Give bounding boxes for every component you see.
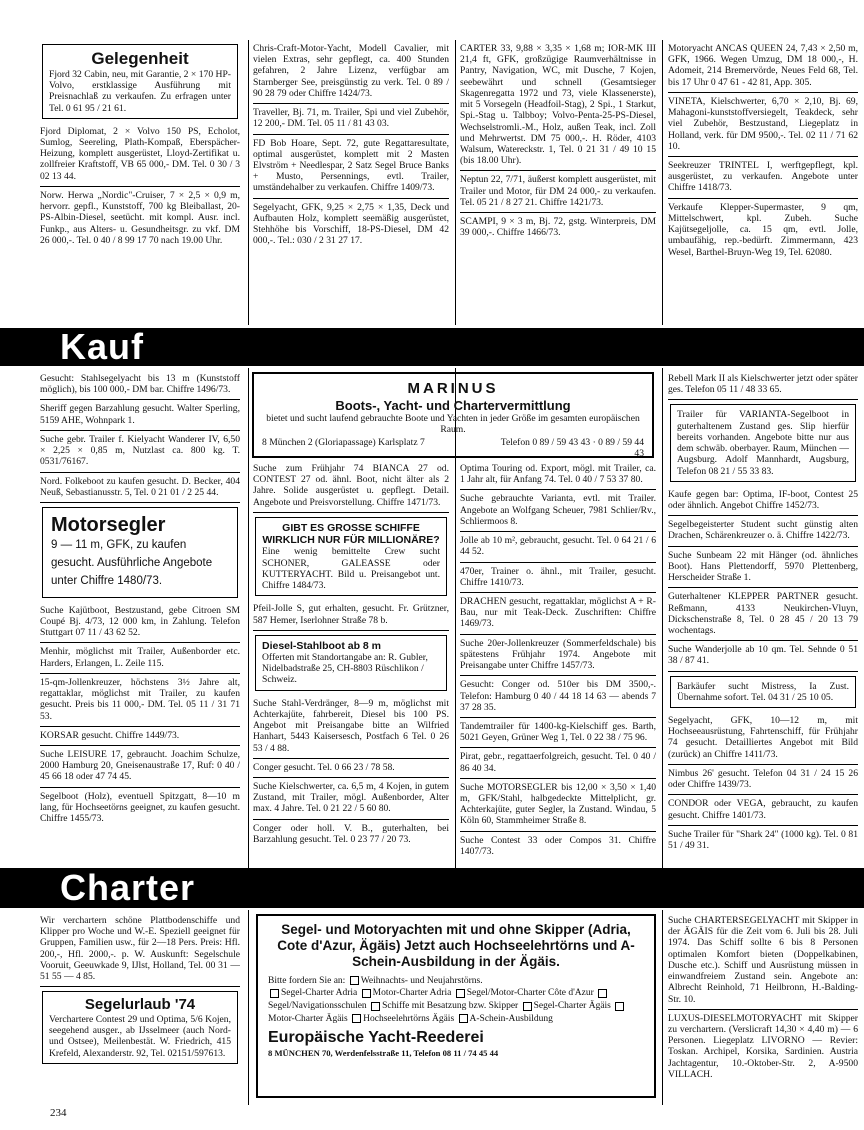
checkbox[interactable]: [598, 989, 607, 998]
schiffe-text: Eine wenig bemittelte Crew sucht SCHONER, GALEASSE oder KUTTERYACHT. Bild u. Preisangebot unt. Chiffre 1484/73.: [262, 546, 440, 592]
classified-ad: Verkaufe Klepper-Supermaster, 9 qm, Mittelschwert, kpl. Zubeh. Suche Kajütsegeljolle, ca. 15 qm, evtl. Jolle, umbaufähig, rep.-bedürft. Zimmermann, 423 Wesel, Barthel-Bruyn-Weg 19, Tel. 62080.: [668, 201, 858, 258]
reederei-title: Segel- und Motoryachten mit und ohne Skipper (Adria, Cote d'Azur, Ägäis) Jetzt auch Hochseelehrtörns und A-Schein-Ausbildung in der Ägäis.: [277, 922, 635, 970]
checkbox[interactable]: [523, 1002, 532, 1011]
checkbox[interactable]: [459, 1014, 468, 1023]
classified-ad: Wir verchartern schöne Plattbodenschiffe und Klipper pro Woche und W.-E. Speziell geeignet für Gruppen, Familien usw., für 2—18 Pers. Preis: Hfl. 200,-, Hfl. 2000,-. p. W. Auskunft: Segelschule Vooruit, Geeuwkade 9, IJlst, Holland, Tel. 00 31 — 51 55 — 4 85.: [40, 912, 240, 987]
diesel-title: Diesel-Stahlboot ab 8 m: [262, 639, 382, 652]
classified-ad: Conger oder holl. V. B., guterhalten, bei Barzahlung gesucht. Tel. 0 23 77 / 20 73.: [253, 822, 449, 845]
classified-ad: Suche LEISURE 17, gebraucht. Joachim Schulze, 2000 Hamburg 20, Gneisenaustraße 17, Ruf: 0 40 / 45 66 18 oder 47 74 45.: [40, 746, 240, 788]
classified-ad: Gesucht: Conger od. 510er bis DM 3500,-. Telefon: Hamburg 0 40 / 44 18 14 63 — abends 7 37 28 35.: [460, 676, 656, 718]
section-title: Charter: [60, 867, 196, 908]
classified-ad: VINETA, Kielschwerter, 6,70 × 2,10, Bj. 69, Mahagoni-kunststoffversiegelt, Teakdeck, sehr viel Zubehör, Bestzustand, Liegeplatz in Holland, verk. für DM 9500,-. Tel. 02 11 / 71 62 10.: [668, 93, 858, 157]
classified-ad: Segelyacht, GFK, 10—12 m, mit Hochseeausrüstung, Fahrtenschiff, für Frühjahr 74 gesucht. Detailliertes Angebot mit Bild (zurück) an Chiffre 1411/73.: [668, 712, 858, 765]
checkbox[interactable]: [350, 976, 359, 985]
gelegenheit-text: Fjord 32 Cabin, neu, mit Garantie, 2 × 170 HP-Volvo, erstklassige Ausführung mit Preisnachlaß zu verkaufen. Zu erfragen unter Tel. 0 61 95 / 21 61.: [49, 68, 231, 114]
segelurlaub-text: Verchartere Contest 29 und Optima, 5/6 Kojen, seegehend ausger., ab IJsselmeer (auch Nord- und Ostsee), Meilenbestät. W. Friedrich, 415 Krefeld, Alexanderstr. 92, Tel. 02151/597613.: [49, 1013, 231, 1059]
classified-ad: Suche gebrauchte Varianta, evtl. mit Trailer. Angebote an Wolfgang Scheuer, 7981 Schlier/Rv., Schliermoos 8.: [460, 490, 656, 532]
kauf-column-4: [668, 370, 858, 868]
classified-ad: DRACHEN gesucht, regattaklar, möglichst A + R-Bau, nur mit Teak-Deck. Zuschriften: Chiffre 1469/73.: [460, 593, 656, 635]
classified-ad: Nimbus 26' gesucht. Telefon 04 31 / 24 15 26 oder Chiffre 1439/73.: [668, 765, 858, 795]
checkbox[interactable]: [371, 1002, 380, 1011]
reederei-name: Europäische Yacht-Reederei: [268, 1028, 484, 1046]
classified-ad: Motoryacht ANCAS QUEEN 24, 7,43 × 2,50 m, GFK, 1966. Wegen Umzug, DM 18 000,-, H. Adomeit, 214 Bremervörde, Neues Feld 68, Tel. bis 17 Uhr 0 47 61 - 42 81, App. 305.: [668, 40, 858, 93]
classified-ad: Suche gebr. Trailer f. Kielyacht Wanderer IV, 6,50 × 2,25 × 0,85 m, Nutzlast ca. 800 kg. T. 0531/76167.: [40, 431, 240, 473]
checkbox[interactable]: [615, 1002, 624, 1011]
checkbox[interactable]: [352, 1014, 361, 1023]
option-label: A-Schein-Ausbildung: [469, 1014, 553, 1024]
option-label: Motor-Charter Ägäis: [268, 1014, 348, 1024]
classified-ad: Suche Kielschwerter, ca. 6,5 m, 4 Kojen, in gutem Zustand, mit Trailer, mögl. Außenborder, Alter max. 4 Jahre. Tel. 0 21 22 / 5 60 80.: [253, 778, 449, 820]
kauf-column-1: [40, 370, 240, 868]
classified-ad: Norw. Herwa „Nordic"-Cruiser, 7 × 2,5 × 0,9 m, hervorr. gepfl., Kunststoff, 700 kg Bleiballast, 20-PS-Albin-Diesel, seetücht. mit kompl. Ausr. incl. Funkp., aus Alters- u. Gesundheitsgr. zu vkf. DM 26 000,-. Tel. 0 40 / 8 99 17 70 nach 19.00 Uhr.: [40, 189, 240, 246]
classified-ad: Segelboot (Holz), eventuell Spitzgatt, 8—10 m lang, für Hochseetörns geeignet, zu kaufen gesucht. Chiffre 1455/73.: [40, 790, 240, 825]
charter-column-1: [40, 912, 240, 1107]
classified-ad: Suche MOTORSEGLER bis 12,00 × 3,50 × 1,40 m, GFK/Stahl, halbgedeckte Mittelplicht, gr. Achterkajüte, guter Segler, la Zustand. Windau, 5 Köln 60, Stammheimer Straße 8.: [460, 779, 656, 832]
classified-ad: Suche Contest 33 oder Compos 31. Chiffre 1407/73.: [460, 834, 656, 857]
marinus-address: 8 München 2 (Gloriapassage) Karlsplatz 7: [262, 437, 425, 449]
reederei-intro: Bitte fordern Sie an:: [268, 975, 346, 986]
option-label: Segel/Navigationsschulen: [268, 1001, 367, 1012]
classified-ad: Kaufe gegen bar: Optima, IF-boot, Contest 25 oder ähnlich. Angebot Chiffre 1452/73.: [668, 486, 858, 516]
segelurlaub-ad: [42, 991, 238, 1063]
top-column-2: [253, 40, 449, 251]
mistress-ad: [670, 676, 856, 708]
classified-ad: Suche Trailer für "Shark 24" (1000 kg). Tel. 0 81 51 / 49 31.: [668, 828, 858, 851]
diesel-ad: [255, 635, 447, 691]
top-column-3: [460, 40, 656, 243]
classified-ad: Guterhaltener KLEPPER PARTNER gesucht. Reßmann, 4133 Neukirchen-Vluyn, Dickschenstraße 8, Tel. 0 28 45 / 20 13 79 wochentags.: [668, 588, 858, 641]
option-label: Weihnachts- und Neujahrstörns.: [360, 975, 483, 986]
classified-ad: Suche 20er-Jollenkreuzer (Sommerfeldschale) bis spätestens Frühjahr 1974. Angebote mit Preisangabe unter Chiffre 1457/73.: [460, 635, 656, 677]
section-header-kauf: [0, 328, 864, 366]
classified-ad: Pfeil-Jolle S, gut erhalten, gesucht. Fr. Grützner, 587 Hemer, Iserlohner Straße 78 b.: [253, 600, 449, 630]
motorsegler-text: 9 — 11 m, GFK, zu kaufen gesucht. Ausführliche Angebote unter Chiffre 1480/73.: [51, 539, 213, 587]
classified-ad: Suche Kajütboot, Bestzustand, gebe Citroen SM Coupé Bj. 4/73, 12 000 km, in Zahlung. Telefon Stuttgart 07 11 / 43 62 52.: [40, 602, 240, 644]
charter-column-4: [668, 912, 858, 1107]
marinus-name: MARINUS: [407, 380, 499, 397]
classified-ad: Suche Sunbeam 22 mit Hänger (od. ähnliches Boot). Hans Plettendorff, 5970 Plettenberg, Herscheider Straße 1.: [668, 547, 858, 589]
classified-ad: Conger gesucht. Tel. 0 66 23 / 78 58.: [253, 759, 449, 778]
mistress-text: Barkäufer sucht Mistress, Ia Zust. Übernahme sofort. Tel. 04 31 / 25 10 05.: [677, 680, 849, 703]
classified-ad: Segelbegeisterter Student sucht günstig alten Drachen, Schärenkreuzer o. ä. Chiffre 1422/73.: [668, 516, 858, 546]
option-label: Hochseelehrtörns Ägäis: [363, 1014, 455, 1024]
marinus-title: Boots-, Yacht- und Chartervermittlung: [335, 397, 571, 413]
top-column-1: [40, 40, 240, 250]
varianta-text: Trailer für VARIANTA-Segelboot in guterhaltenem Zustand ges. Slip hierfür bereits vorhanden. Angebote bitte nur aus dem schwäb. oberbayer. Raum, München — Augsburg. Adolf Mannhardt, Augsburg, Telefon 08 21 / 55 33 83.: [677, 409, 849, 477]
marinus-phone: Telefon 0 89 / 59 43 43 · 0 89 / 59 44 43: [500, 437, 644, 458]
classified-ad: CARTER 33, 9,88 × 3,35 × 1,68 m; IOR-MK III 21,4 ft, GFK, großzügige Raumverhältnisse in Pantry, Navigation, WC, mit Dusche, 7 Kojen, seebewährt und schnell (Gesamtsieger Skagenregatta 1972 und 73, viele Klassenerste), mit 5 Vorsegeln (Headfoil-Stag), 2 Spi., 1 Starkut, Spi.-Stag u. Talbboy; Volvo-Penta-25-PS-Diesel, Wechselstromli.-M., Holz, außen Teak, incl. Zoll und Mehrwertst. DM 75 000,-. H. Röder, 4103 Walsum, Watereckstr. 1, Tel. 0 21 31 / 49 10 15 (bis 18.00 Uhr).: [460, 40, 656, 171]
marinus-text: bietet und sucht laufend gebrauchte Boote und Yachten in jeder Größe im gesamten europäischen Raum.: [266, 412, 640, 435]
motorsegler-title: Motorsegler: [51, 513, 166, 536]
schiffe-ad: [255, 517, 447, 596]
top-column-4: [668, 40, 858, 262]
classified-ad: Suche Wanderjolle ab 10 qm. Tel. Sehnde 0 51 38 / 87 41.: [668, 641, 858, 671]
section-title: Kauf: [60, 326, 144, 367]
checkbox[interactable]: [362, 989, 371, 998]
reederei-options: [268, 975, 644, 1026]
classified-ad: LUXUS-DIESELMOTORYACHT mit Skipper zu verchartern. (Verslicraft 14,30 × 4,40 m) — 6 Personen. Liegeplatz LIVORNO — Revier: Toskan. Archipel, Korsika, Sardinien. Austria Jachtagentur, 10.-Oktober-Str. 2, A-9500 VILLACH.: [668, 1012, 858, 1080]
option-label: Segel/Motor-Charter Côte d'Azur: [466, 988, 594, 999]
classified-ad: Segelyacht, GFK, 9,25 × 2,75 × 1,35, Deck und Aufbauten Holz, komplett seemäßig ausgerüstet, Stehhöhe bis Vorschiff, 18-PS-Diesel, DM 42 000,-. Tel.: 030 / 2 31 27 17.: [253, 201, 449, 247]
option-label: Motor-Charter Adria: [372, 988, 452, 999]
option-label: Segel-Charter Adria: [281, 988, 358, 999]
classified-ad: CONDOR oder VEGA, gebraucht, zu kaufen gesucht. Chiffre 1401/73.: [668, 795, 858, 825]
classified-ad: Traveller, Bj. 71, m. Trailer, Spi und viel Zubehör, 12 200,- DM. Tel. 05 11 / 81 43 03.: [253, 104, 449, 134]
classified-ad: Neptun 22, 7/71, äußerst komplett ausgerüstet, mit Trailer und Motor, für DM 24 000,- zu verkaufen. Tel. 05 21 / 8 27 21. Chiffre 1421/73.: [460, 171, 656, 213]
motorsegler-ad: [42, 507, 238, 598]
diesel-text: Offerten mit Standortangabe an: R. Gubler, Nidelbadstraße 25, CH-8803 Rüschlikon / Schweiz.: [262, 652, 428, 686]
kauf-column-3: [460, 460, 656, 868]
classified-ad: Suche zum Frühjahr 74 BIANCA 27 od. CONTEST 27 od. ähnl. Boot, nicht älter als 2 Jahre. Solide ausgerüstet u. gepflegt. Detail. Angebote und Preisvorstellung. Chiffre 1471/73.: [253, 460, 449, 513]
classified-ad: Chris-Craft-Motor-Yacht, Modell Cavalier, mit vielen Extras, sehr gepflegt, ca. 400 Stunden gefahren, 2 Jahre Lizenz, verfügbar am Starnberger See, preisgünstig zu verk. Tel. 0 89 / 90 28 79 oder Chiffre 1424/73.: [253, 40, 449, 104]
classified-ad: SCAMPI, 9 × 3 m, Bj. 72, gstg. Winterpreis, DM 39 000,-. Chiffre 1466/73.: [460, 216, 656, 239]
classified-ad: Pirat, gebr., regattaerfolgreich, gesucht. Tel. 0 40 / 86 40 34.: [460, 748, 656, 778]
classified-ad: Seekreuzer TRINTEL I, werftgepflegt, kpl. ausgerüstet, zu verkaufen. Angebote unter Chiffre 1418/73.: [668, 157, 858, 199]
option-label: Segel-Charter Ägäis: [533, 1001, 611, 1012]
classified-ad: KORSAR gesucht. Chiffre 1449/73.: [40, 727, 240, 746]
segelurlaub-title: Segelurlaub '74: [84, 996, 196, 1014]
classified-ad: Nord. Folkeboot zu kaufen gesucht. D. Becker, 404 Neuß, Sebastianusstr. 5, Tel. 0 21 01 / 2 25 44.: [40, 473, 240, 503]
classified-ad: Sheriff gegen Barzahlung gesucht. Walter Sperling, 5159 AHE, Wohnpark 1.: [40, 400, 240, 430]
classified-ad: Rebell Mark II als Kielschwerter jetzt oder später ges. Telefon 05 11 / 48 33 65.: [668, 370, 858, 400]
classified-ad: Menhir, möglichst mit Trailer, Außenborder etc. Harders, Erlangen, L. Zeile 115.: [40, 643, 240, 673]
classified-ad: 15-qm-Jollenkreuzer, höchstens 3½ Jahre alt, regattaklar, möglichst mit Trailer, zu kaufen gesucht. Preis bis 11 000,- DM. Tel. 05 11 / 31 71 53.: [40, 674, 240, 727]
gelegenheit-title: Gelegenheit: [91, 49, 189, 68]
reederei-address: 8 MÜNCHEN 70, Werdenfelsstraße 11, Telefon 08 11 / 74 45 44: [268, 1047, 499, 1058]
schiffe-title: GIBT ES GROSSE SCHIFFE WIRKLICH NUR FÜR MILLIONÄRE?: [262, 521, 440, 547]
classified-ad: 470er, Trainer o. ähnl., mit Trailer, gesucht. Chiffre 1410/73.: [460, 563, 656, 593]
checkbox[interactable]: [270, 989, 279, 998]
reederei-ad: [256, 914, 656, 1098]
section-header-charter: [0, 868, 864, 908]
classified-ad: Jolle ab 10 m², gebraucht, gesucht. Tel. 0 64 21 / 6 44 52.: [460, 532, 656, 562]
classified-ad: Tandemtrailer für 1400-kg-Kielschiff ges. Barth, 5021 Geyen, Grüner Weg 1, Tel. 0 22 38 / 75 96.: [460, 718, 656, 748]
classified-ad: Suche Stahl-Verdränger, 8—9 m, möglichst mit Achterkajüte, fahrbereit, Diesel bis 100 PS. Angebot mit Preisangabe bitte an Wilfried Hanhart, 5443 Kaisersesch, Postfach 6 Tel. 0 26 53 / 4 88.: [253, 695, 449, 759]
kauf-column-2: [253, 460, 449, 868]
classified-ad: FD Bob Hoare, Sept. 72, gute Regattaresultate, optimal ausgerüstet, komplett mit 2 Masten Elvström + Needlespar, 2 Satz Segel Bruce Banks + Musto, Persennings, evtl. Trailer, umständehalber zu verkaufen. Chiffre 1409/73.: [253, 135, 449, 199]
marinus-ad: [252, 372, 654, 458]
gelegenheit-ad: [42, 44, 238, 119]
varianta-ad: [670, 404, 856, 481]
classified-ad: Fjord Diplomat, 2 × Volvo 150 PS, Echolot, Sumlog, Seereling, Plath-Kompaß, Eberspächer-Heizung, komplett ausgerüstet, Lloyd-Zertifikat u. zollfreier Kraftstoff, VB 65 000,- DM. Tel. 0 30 / 3 02 13 44.: [40, 123, 240, 187]
option-label: Schiffe mit Besatzung bzw. Skipper: [382, 1001, 519, 1012]
classified-ad: Suche CHARTERSEGELYACHT mit Skipper in der ÄGÄIS für die Zeit vom 6. Juli bis 28. Juli 1974. Das Schiff sollte 6 bis 8 Personen optimalen Komfort bieten (Doppelkabinen, Dusche etc.). Schiff und Ausrüstung müssen in einwandfreiem Zustand sein. Angebote an: Albrecht Reinhold, 71 Heilbronn, H.-Balding-Str. 10.: [668, 912, 858, 1010]
classified-ad: Gesucht: Stahlsegelyacht bis 13 m (Kunststoff möglich), bis 100 000,- DM bar. Chiffre 1496/73.: [40, 370, 240, 400]
page-number: 234: [50, 1107, 67, 1119]
classified-ad: Optima Touring od. Export, mögl. mit Trailer, ca. 1 Jahr alt, für Anfang 74. Tel. 0 40 / 7 53 37 80.: [460, 460, 656, 490]
checkbox[interactable]: [456, 989, 465, 998]
